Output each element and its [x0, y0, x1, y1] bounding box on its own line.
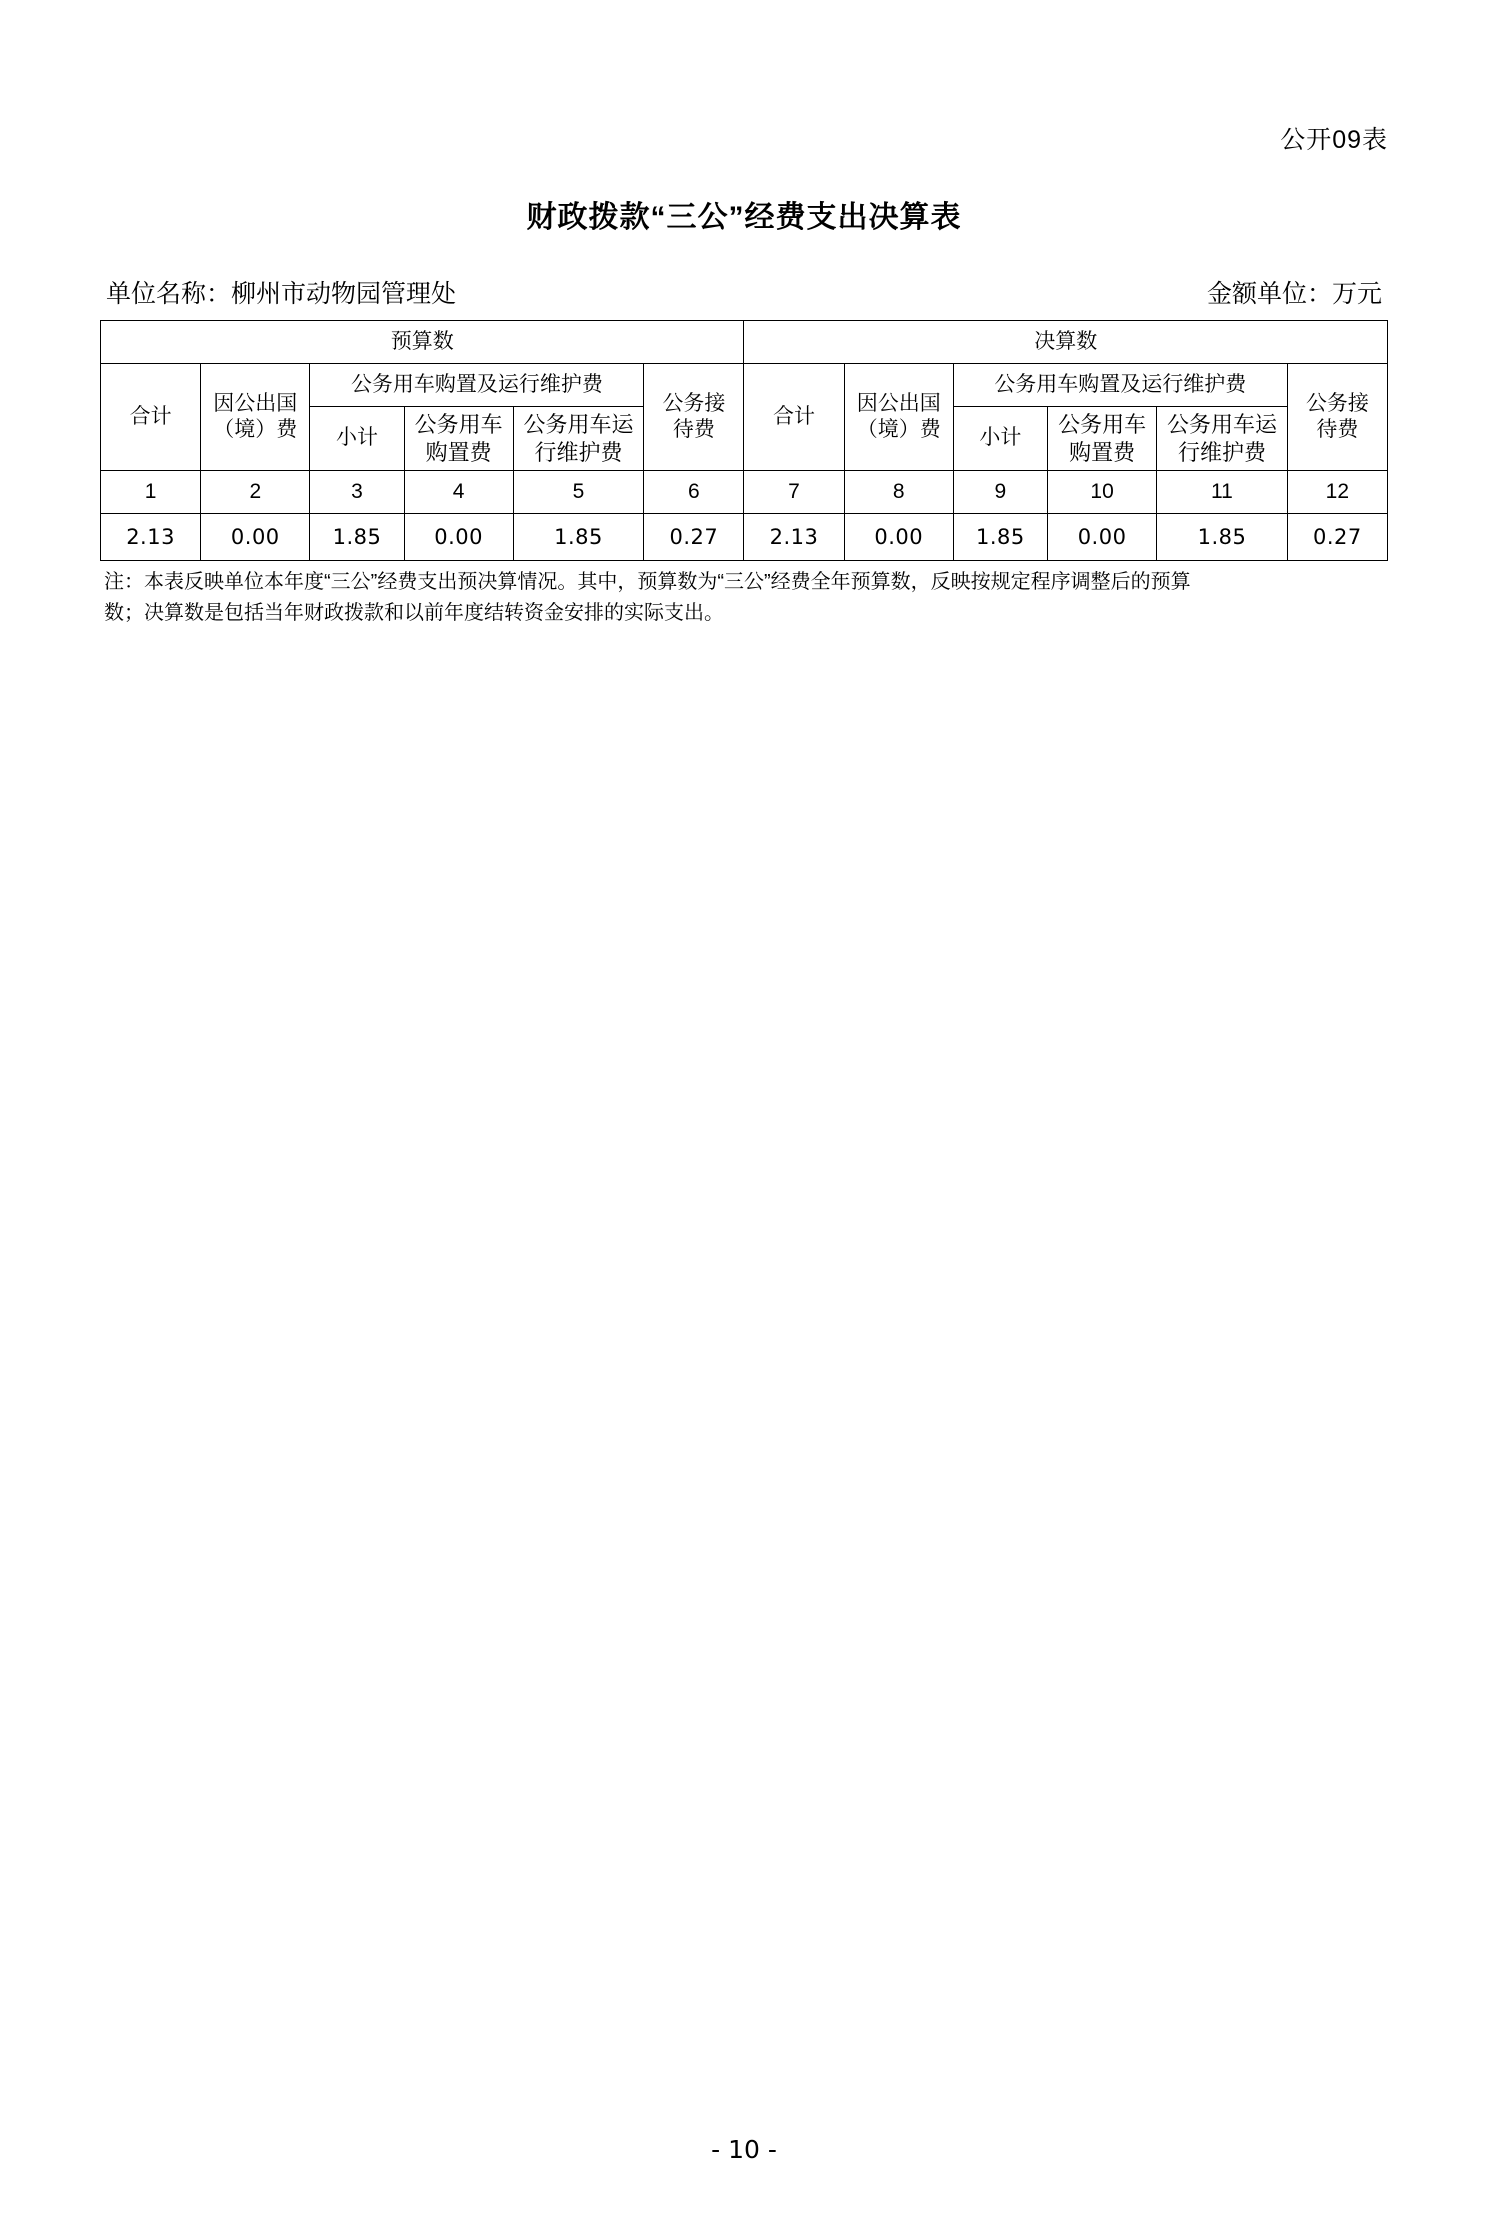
table-note-line-1: 注：本表反映单位本年度“三公”经费支出预决算情况。其中，预算数为“三公”经费全年预算数，反映按规定程序调整后的预算 — [104, 571, 1191, 593]
value-budget-abroad: 0.00 — [201, 514, 310, 561]
header-budget-vehicle-purchase-line2: 购置费 — [425, 439, 492, 465]
header-budget-hospitality-line1: 公务接 — [662, 391, 726, 415]
colnum-12: 12 — [1287, 471, 1387, 514]
header-final-total: 合计 — [744, 364, 844, 471]
value-budget-hospitality: 0.27 — [644, 514, 744, 561]
colnum-6: 6 — [644, 471, 744, 514]
header-budget-vehicle-maintenance-line1: 公务用车运 — [523, 412, 634, 437]
header-final-abroad — [844, 364, 953, 471]
unit-name-label: 单位名称：柳州市动物园管理处 — [106, 280, 457, 308]
header-budget-abroad — [201, 364, 310, 471]
header-final-vehicle-subtotal: 小计 — [953, 407, 1047, 471]
table-subgroup-header-row — [101, 364, 1388, 407]
header-budget-vehicle-maintenance-line2: 行维护费 — [534, 439, 623, 465]
value-final-vehicle-subtotal: 1.85 — [953, 514, 1047, 561]
header-final-abroad-line1: 因公出国 — [856, 391, 941, 415]
value-budget-vehicle-maintenance: 1.85 — [513, 514, 644, 561]
value-final-hospitality: 0.27 — [1287, 514, 1387, 561]
header-final-hospitality-line2: 待费 — [1316, 418, 1359, 441]
colnum-9: 9 — [953, 471, 1047, 514]
header-budget-vehicle-subtotal: 小计 — [310, 407, 404, 471]
form-code: 公开09表 — [1280, 126, 1388, 154]
header-budget-vehicle-maintenance — [513, 407, 644, 471]
header-final-hospitality-line1: 公务接 — [1305, 391, 1369, 415]
header-budget-hospitality — [644, 364, 744, 471]
value-budget-total: 2.13 — [101, 514, 201, 561]
value-final-abroad: 0.00 — [844, 514, 953, 561]
colnum-5: 5 — [513, 471, 644, 514]
colnum-1: 1 — [101, 471, 201, 514]
value-budget-vehicle-subtotal: 1.85 — [310, 514, 404, 561]
header-budget-hospitality-line2: 待费 — [672, 418, 715, 441]
expenditure-table — [100, 320, 1388, 561]
header-budget-abroad-line2: （境）费 — [213, 418, 298, 441]
table-row-column-numbers — [101, 471, 1388, 514]
value-budget-vehicle-purchase: 0.00 — [404, 514, 513, 561]
header-final-vehicle-maintenance-line2: 行维护费 — [1177, 439, 1266, 465]
table-group-header-row — [101, 321, 1388, 364]
colnum-4: 4 — [404, 471, 513, 514]
header-budget-vehicle-purchase-line1: 公务用车 — [414, 412, 503, 437]
table-note — [100, 567, 1388, 629]
header-final-vehicle-maintenance-line1: 公务用车运 — [1166, 412, 1277, 437]
meta-row — [100, 274, 1388, 310]
header-budget-abroad-line1: 因公出国 — [213, 391, 298, 415]
value-final-total: 2.13 — [744, 514, 844, 561]
value-final-vehicle-purchase: 0.00 — [1047, 514, 1156, 561]
header-final-abroad-line2: （境）费 — [856, 418, 941, 441]
table-note-line-2: 数；决算数是包括当年财政拨款和以前年度结转资金安排的实际支出。 — [104, 602, 724, 624]
table-row-values — [101, 514, 1388, 561]
colnum-7: 7 — [744, 471, 844, 514]
colnum-2: 2 — [201, 471, 310, 514]
header-final-hospitality — [1287, 364, 1387, 471]
amount-unit-label: 金额单位：万元 — [1206, 280, 1382, 308]
header-final-vehicle-purchase-line2: 购置费 — [1069, 439, 1136, 465]
header-budget-vehicle-purchase — [404, 407, 513, 471]
header-final-vehicle-purchase-line1: 公务用车 — [1058, 412, 1147, 437]
group-header-budget: 预算数 — [101, 321, 744, 364]
colnum-11: 11 — [1157, 471, 1288, 514]
document-page — [0, 120, 1488, 2224]
page-number: - 10 - — [711, 2135, 777, 2164]
header-final-vehicle-maintenance — [1157, 407, 1288, 471]
colnum-3: 3 — [310, 471, 404, 514]
header-budget-vehicle-group: 公务用车购置及运行维护费 — [310, 364, 644, 407]
header-budget-total: 合计 — [101, 364, 201, 471]
group-header-final: 决算数 — [744, 321, 1388, 364]
header-final-vehicle-group: 公务用车购置及运行维护费 — [953, 364, 1287, 407]
colnum-10: 10 — [1047, 471, 1156, 514]
header-final-vehicle-purchase — [1047, 407, 1156, 471]
page-title: 财政拨款“三公”经费支出决算表 — [526, 201, 962, 234]
value-final-vehicle-maintenance: 1.85 — [1157, 514, 1288, 561]
colnum-8: 8 — [844, 471, 953, 514]
